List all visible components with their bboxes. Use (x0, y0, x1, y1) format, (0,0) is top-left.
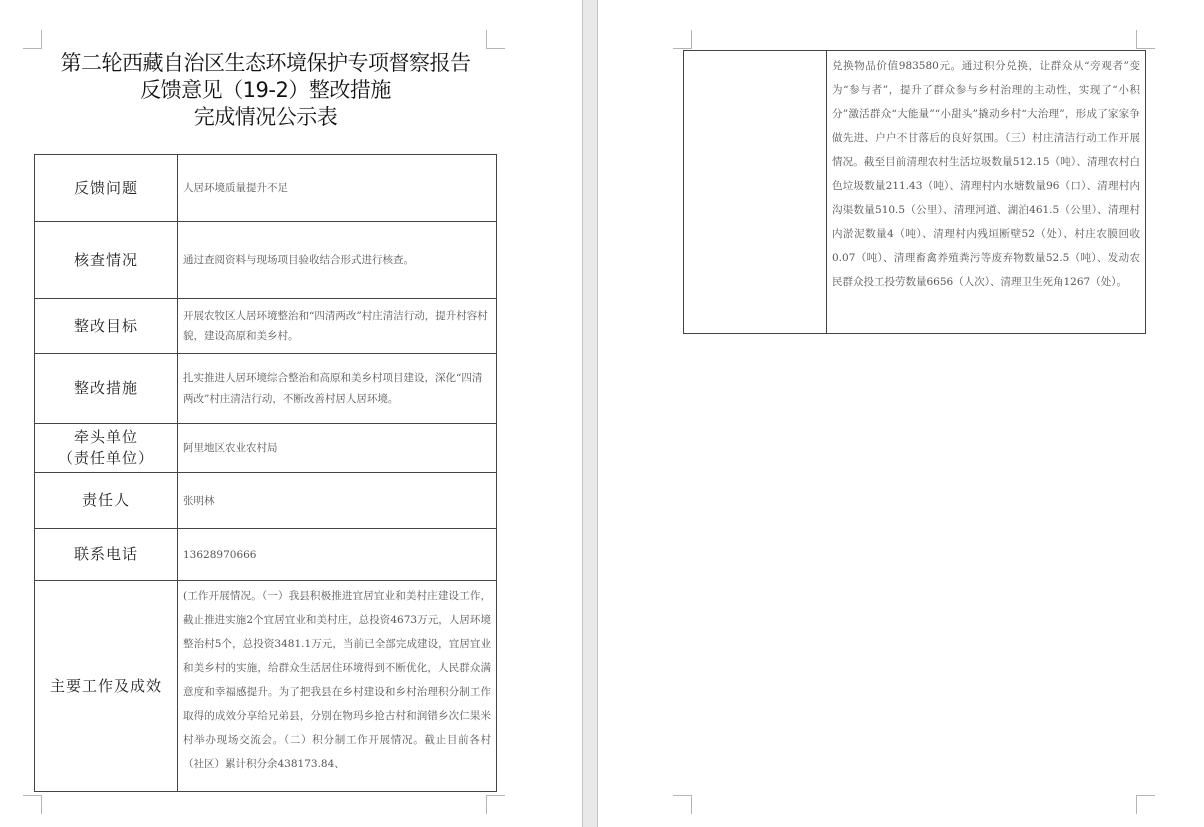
table-row (35, 473, 497, 529)
table-row (35, 299, 497, 354)
row-label-verification: 核查情况 (35, 222, 178, 299)
row-value-rectification-goal: 开展农牧区人居环境整治和“四清两改”村庄清洁行动，提升村容村貌，建设高原和美乡村。 (178, 299, 497, 354)
table-row (684, 51, 1146, 334)
row-value-phone: 13628970666 (178, 529, 497, 581)
disclosure-table (34, 154, 497, 792)
table-row (35, 354, 497, 424)
crop-mark-bottom-left (673, 795, 692, 814)
crop-mark-bottom-right (1136, 795, 1155, 814)
row-label-feedback-issue: 反馈问题 (35, 155, 178, 222)
crop-mark-bottom-left (23, 795, 42, 814)
table-row (35, 581, 497, 792)
table-row (35, 155, 497, 222)
table-row (35, 529, 497, 581)
row-value-rectification-measures: 扎实推进人居环境综合整治和高原和美乡村项目建设，深化“四清两改”村庄清洁行动，不断改善村居人居环境。 (178, 354, 497, 424)
crop-mark-top-left (23, 30, 42, 49)
title-line-1: 第二轮西藏自治区生态环境保护专项督察报告 (60, 51, 471, 75)
continuation-value: 兑换物品价值983580元。通过积分兑换，让群众从“旁观者”变为“参与者”，提升了群众参与乡村治理的主动性，实现了“小积分”激活群众“大能量”“小甜头”撬动乡村“大治理”，形成了家家争做先进、户户不甘落后的良好氛围。（三）村庄清洁行动工作开展情况。截至目前清理农村生活垃圾数量512.15（吨）、清理农村白色垃圾数量211.43（吨）、清理村内水塘数量96（口）、清理村内沟渠数量510.5（公里）、清理河道、湖泊461.5（公里）、清理村内淤泥数量4（吨）、清理村内残垣断壁52（处）、村庄农膜回收0.07（吨）、清理畜禽养殖粪污等废弃物数量52.5（吨）、发动农民群众投工投劳数量6656（人次）、清理卫生死角1267（处）。 (827, 51, 1146, 334)
table-row (35, 424, 497, 473)
row-label-lead-unit (35, 424, 178, 473)
row-label-phone: 联系电话 (35, 529, 178, 581)
lead-unit-line-2: （责任单位） (57, 449, 154, 467)
crop-mark-top-right (486, 30, 505, 49)
row-label-rectification-goal: 整改目标 (35, 299, 178, 354)
crop-mark-top-left (673, 30, 692, 49)
row-value-main-work: (工作开展情况。（一）我县积极推进宜居宜业和美村庄建设工作，截止推进实施2个宜居宜业和美村庄，总投资4673万元，人居环境整治村5个，总投资3481.1万元，当前已全部完成建设，宜居宜业和美乡村的实施，给群众生活居住环境得到不断优化，人民群众满意度和幸福感提升。为了把我县在乡村建设和乡村治理积分制工作取得的成效分享给兄弟县，分别在物玛乡抢古村和润错乡次仁果米村举办现场交流会。（二）积分制工作开展情况。截止目前各村（社区）累计积分余438173.84、 (178, 581, 497, 792)
table-row (35, 222, 497, 299)
crop-mark-top-right (1136, 30, 1155, 49)
crop-mark-bottom-right (486, 795, 505, 814)
row-value-lead-unit: 阿里地区农业农村局 (178, 424, 497, 473)
continuation-label-cell (684, 51, 827, 334)
title-line-2: 反馈意见（19-2）整改措施 (140, 78, 391, 102)
row-value-responsible-person: 张明林 (178, 473, 497, 529)
continuation-table (683, 50, 1146, 334)
page-title (34, 50, 497, 131)
document-page-1 (0, 0, 582, 827)
row-value-feedback-issue: 人居环境质量提升不足 (178, 155, 497, 222)
row-label-main-work: 主要工作及成效 (35, 581, 178, 792)
title-line-3: 完成情况公示表 (193, 105, 338, 129)
page-gutter (582, 0, 598, 827)
row-value-verification: 通过查阅资料与现场项目验收结合形式进行核查。 (178, 222, 497, 299)
row-label-responsible-person: 责任人 (35, 473, 178, 529)
lead-unit-line-1: 牵头单位 (73, 428, 138, 446)
row-label-rectification-measures: 整改措施 (35, 354, 178, 424)
